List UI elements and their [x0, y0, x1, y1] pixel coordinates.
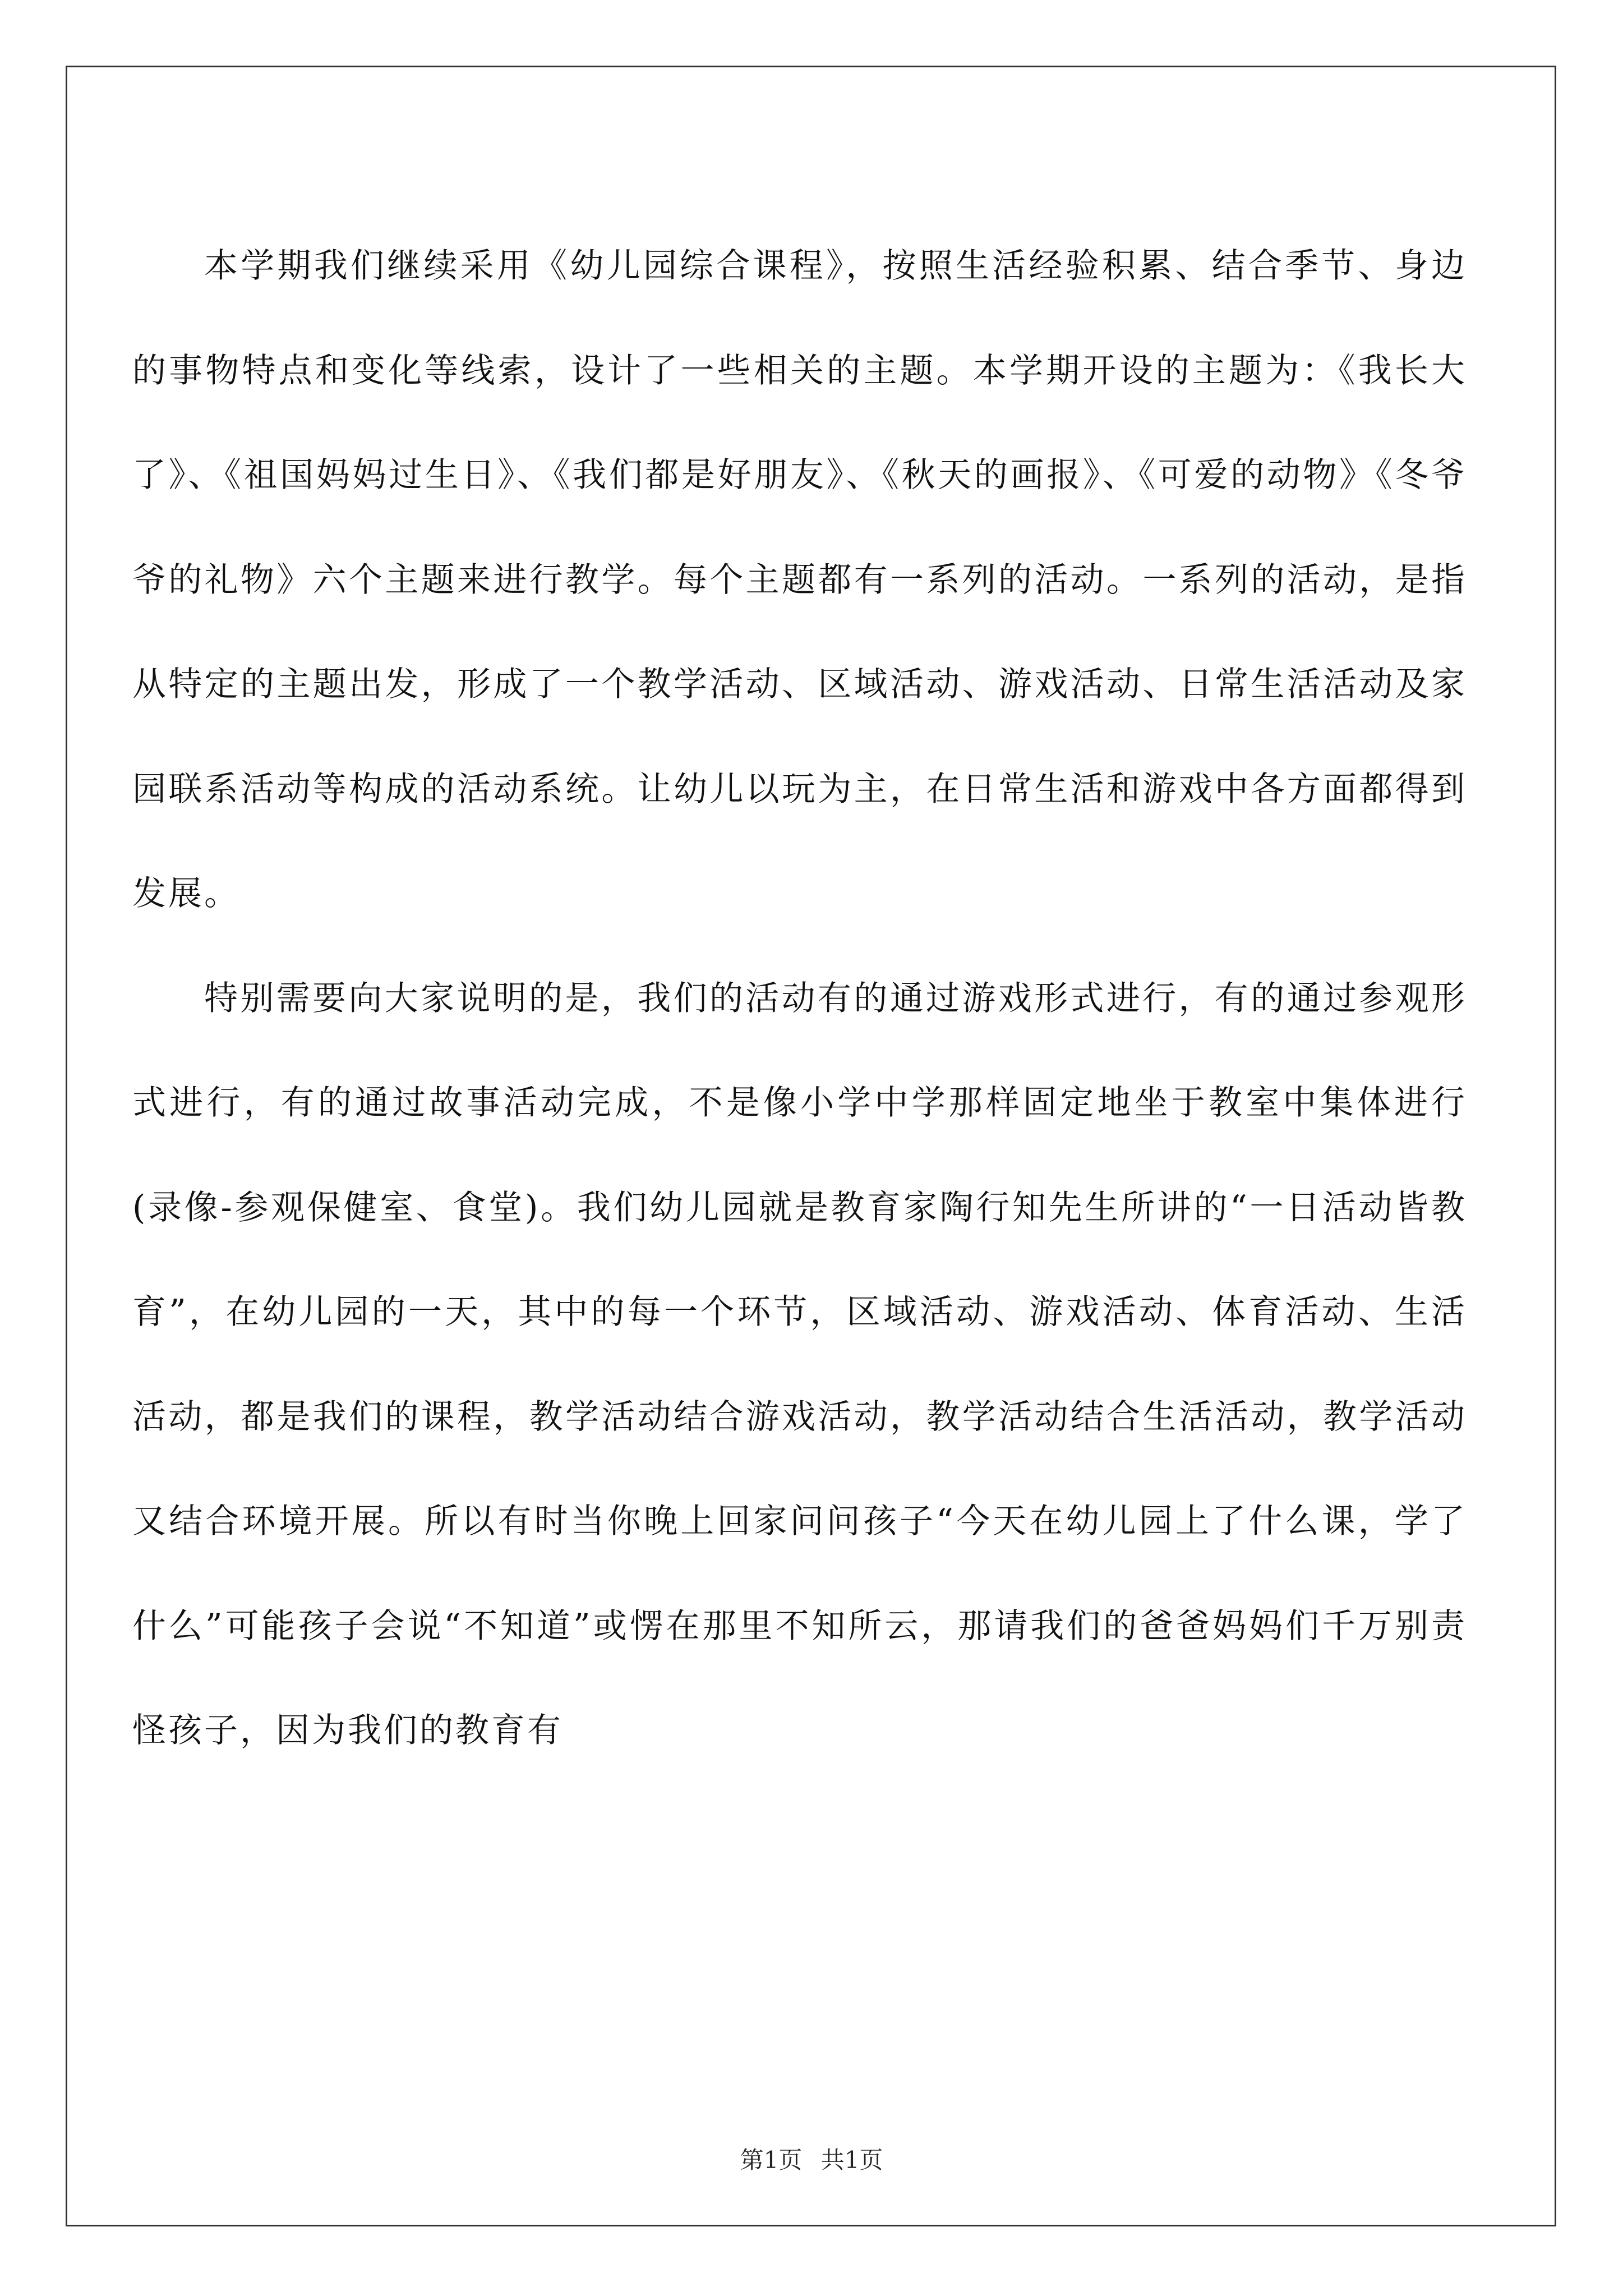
- page-footer: [0, 2142, 1623, 2175]
- paragraph-1: 本学期我们继续采用《幼儿园综合课程》，按照生活经验积累、结合季节、身边的事物特点和变化等线索，设计了一些相关的主题。本学期开设的主题为：《我长大了》、《祖国妈妈过生日》、《我们都是好朋友》、《秋天的画报》、《可爱的动物》《冬爷爷的礼物》六个主题来进行教学。每个主题都有一系列的活动。一系列的活动，是指从特定的主题出发，形成了一个教学活动、区域活动、游戏活动、日常生活活动及家园联系活动等构成的活动系统。让幼儿以玩为主，在日常生活和游戏中各方面都得到发展。: [132, 246, 1467, 913]
- document-body: [132, 214, 1467, 1783]
- paragraph-2: 特别需要向大家说明的是，我们的活动有的通过游戏形式进行，有的通过参观形式进行，有的通过故事活动完成，不是像小学中学那样固定地坐于教室中集体进行(录像-参观保健室、食堂)。我们幼儿园就是教育家陶行知先生所讲的“一日活动皆教育”，在幼儿园的一天，其中的每一个环节，区域活动、游戏活动、体育活动、生活活动，都是我们的课程，教学活动结合游戏活动，教学活动结合生活活动，教学活动又结合环境开展。所以有时当你晚上回家问问孩子“今天在幼儿园上了什么课，学了什么”可能孩子会说“不知道”或愣在那里不知所云，那请我们的爸爸妈妈们千万别责怪孩子，因为我们的教育有: [132, 978, 1467, 1750]
- page-number-total: 共1页: [820, 2146, 883, 2174]
- page-number-current: 第1页: [740, 2146, 803, 2174]
